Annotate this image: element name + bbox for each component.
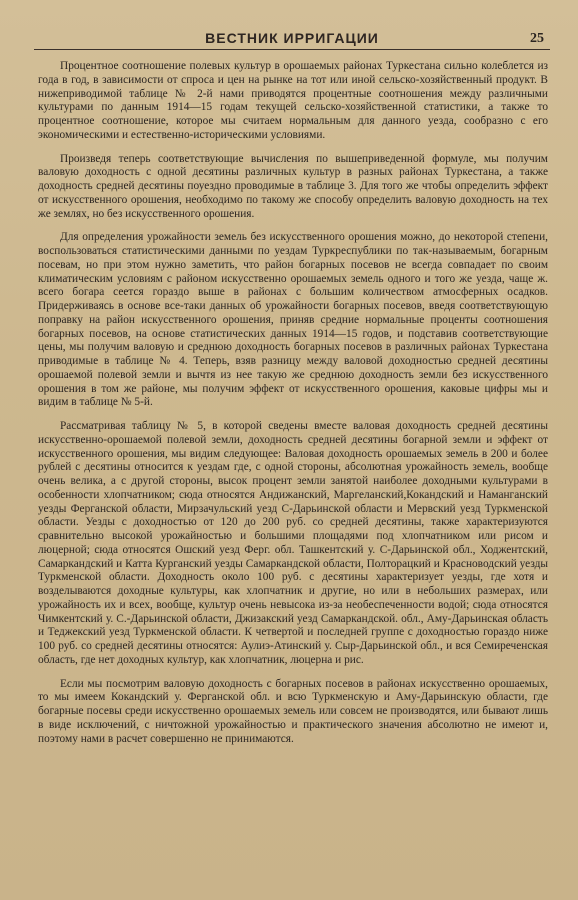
paragraph-1: Процентное соотношение полевых культур в орошаемых районах Туркестана сильно колеблется из года в год, в зависимости от спроса и цен на рынке на тот или иной сельско-хозяйственный продукт. В нижеприводимой таблице № 2-й нами приводятся процентные соотношения между различными культурами по данным 1914—15 годам текущей сельско-хозяйственной статистики, а также то процентное соотношение, которое мы считаем нормальным для данного уезда, сообразно с его экономическими и естественно-историческими условиями. (38, 60, 548, 141)
running-header (34, 27, 550, 50)
paragraph-5: Если мы посмотрим валовую доходность с богарных посевов в районах искусственно орошаемых, то мы имеем Кокандский у. Ферганской обл. и всю Туркменскую и Аму-Дарьинскую области, где богарные посевы среди искусственно орошаемых земель или совсем не производятся, или бывают лишь в виде исключений, с ничтожной урожайностью и практического значения абсолютно не имеют и, поэтому нами в расчет совершенно не принимаются. (38, 677, 548, 745)
paragraph-2: Произведя теперь соответствующие вычисления по вышеприведенной формуле, мы получим валовую доходность с одной десятины различных культур в разных районах Туркестана, а также доходность средней десятины поуездно проводимые в таблице 3. Для того же чтобы определить эффект от искусственного орошения, необходимо по такому же способу определить валовую доходность на тех же землях, но без искусственного орошения. (38, 152, 548, 220)
paragraph-3: Для определения урожайности земель без искусственного орошения можно, до некоторой степени, воспользоваться статистическими данными по уездам Туркреспублики по так-называемым, богарным посевам, но при этом нужно заметить, что район богарных посевов не всегда совпадает по своим климатическим условиям с районом искусственно орошаемых земель одного и того же уезда, чаще ж. всего богара сеется гораздо выше в районах с большим количеством атмосферных осадков. Придерживаясь в основе все-таки данных об урожайности богарных посевов, введя соответствующую поправку на район искусственного орошения, приняв средние нормальные проценты соотношения богарных посевов, на основе статистических данных 1914—15 годов, и подставив соответствующие цены, мы получим валовую и среднюю доходность богарных посевов в различных районах Туркестана приводимые в таблице № 4. Теперь, взяв разницу между валовой доходностью средней десятины орошаемой полевой земли и вычтя из нее такую же среднюю доходность земли без искусственного орошения в том же районе, мы получим эффект от искусственного орошения, каковые цифры мы и видим в таблице № 5-й. (38, 231, 548, 409)
paragraph-4: Рассматривая таблицу № 5, в которой сведены вместе валовая доходность средней десятины искусственно-орошаемой полевой земли, доходность средней десятины богарной земли и эффект от искусственного орошения, мы видим следующее: Валовая доходность орошаемых земель в 200 и более рублей с десятины относится к уездам где, с одной стороны, абсолютная урожайность земель, вообще очень велика, а с другой стороны, высок процент земли занятой наиболее доходными культурами в особенности хлопчатником; сюда относятся Андижанский, Маргеланский,Кокандский и Наманганский уезды Ферганской области, Мирзачульский уезд С-Дарьинской области и Мервский уезд Туркменской области. Уезды с доходностью от 120 до 200 руб. со средней десятины, также характеризуются сравнительно высокой урожайностью и большими площадями под хлопчатником или рисом и люцерной; сюда относятся Ошский уезд Ферг. обл. Ташкентский у. С-Дарьинской обл., Ходжентский, Самаркандский и Катта Курганский уезды Самаркандской области, Полторацкий и Красноводский уезды Туркменской области. Доходность около 100 руб. с десятины характеризует уезды, где хотя и возделываются доходные культуры, как хлопчатник и другие, но или в небольших размерах, или урожайность их и всех, вообще, культур очень невысока из-за необеспеченности водой; сюда относятся Чимкентский у. С.-Дарьинской области, Джизакский уезд Самаркандской. обл., Аму-Дарьинская область и Теджекский уезд Туркменской области. К четвертой и последней группе с доходностью гораздо ниже 100 руб. со средней десятины относятся: Аулиэ-Атинский у. Сыр-Дарьинской обл., и вся Семиреченская область, где нет доходных культур, как хлопчатник, люцерна и рис. (38, 420, 548, 666)
page-number: 25 (530, 31, 544, 46)
journal-title: ВЕСТНИК ИРРИГАЦИИ (205, 30, 379, 46)
article-body (38, 60, 548, 756)
